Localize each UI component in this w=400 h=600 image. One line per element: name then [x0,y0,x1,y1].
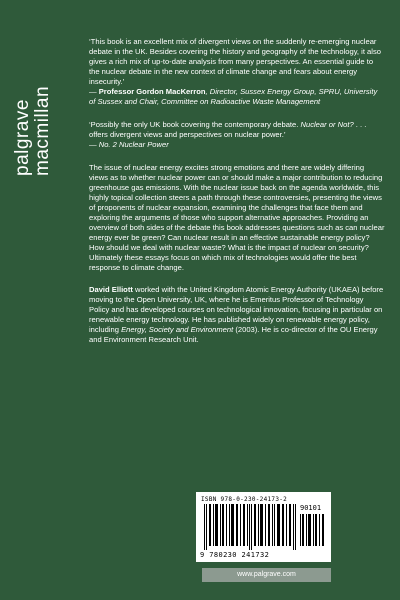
reviewer-role: , Director, Sussex Energy Group, SPRU, University of Sussex and Chair, Committee on Radioactive Waste Management [89,87,378,106]
review-attribution-2: — No. 2 Nuclear Power [89,140,169,149]
review-quote-1: ‘This book is an excellent mix of divergent views on the suddenly re-emerging nuclear debate in the UK. Besides covering the history and geography of the technology, it also gives a rich mix of up-to-date analysis from many perspectives. An essential guide to the nuclear debate in the new context of climate change and fears about energy insecurity.’ [89,37,381,86]
reviewer-name: Professor Gordon MacKerron [98,87,206,96]
author-bio: David Elliott worked with the United Kingdom Atomic Energy Authority (UKAEA) before moving to the Open University, UK, where he is Emeritus Professor of Technology Policy and has developed courses on technological innovation, focusing in particular on renewable energy technology. He has published widely on renewable energy policy, including Energy, Society and Environment (2003). He is co-director of the OU Energy and Environment Research Unit. [89,285,384,344]
isbn-digits: 9 780230 241732 [200,551,270,559]
price-code: 90101 [300,504,322,512]
author-book-title: Energy, Society and Environment [121,325,234,334]
review-quote-2: ‘Possibly the only UK book covering the contemporary debate. Nuclear or Not? . . . offers divergent views and perspectives on nuclear power.’ — No. 2 Nuclear Power [89,120,367,149]
barcode [196,492,331,562]
author-name: David Elliott [89,285,133,294]
price-barcode-icon [300,514,326,546]
book-title-ref: Nuclear or Not? [300,120,354,129]
review-attribution-1: — Professor Gordon MacKerron, Director, Sussex Energy Group, SPRU, University of Sussex and Chair, Committee on Radioactive Waste Management [89,87,378,106]
barcode-bars-icon [204,504,298,550]
isbn-label: ISBN 978-0-230-24173-2 [201,496,288,503]
book-description: The issue of nuclear energy excites strong emotions and there are widely differing views as to whether nuclear power can or should make a major contribution to reducing greenhouse gas emissions. With the nuclear issue back on the agenda worldwide, this highly topical collection steers a path through these controversies, presenting the views of proponents of nuclear expansion, examining the challenges that face them and exploring the arguments of those who support alternative approaches. Providing an overview of both sides of the debate this book addresses questions such as can nuclear energy ever be green? Can nuclear result in an effective sustainable energy policy? How should we deal with nuclear waste? What is the impact of nuclear on security? Ultimately these essays focus on which mix of technologies would offer the best response to climate change. [89,163,385,272]
back-cover-text [89,37,385,357]
logo-macmillan: macmillan [32,85,53,176]
publisher-logo [13,26,53,176]
logo-palgrave: palgrave [12,99,33,176]
website-url[interactable]: www.palgrave.com [202,568,331,582]
